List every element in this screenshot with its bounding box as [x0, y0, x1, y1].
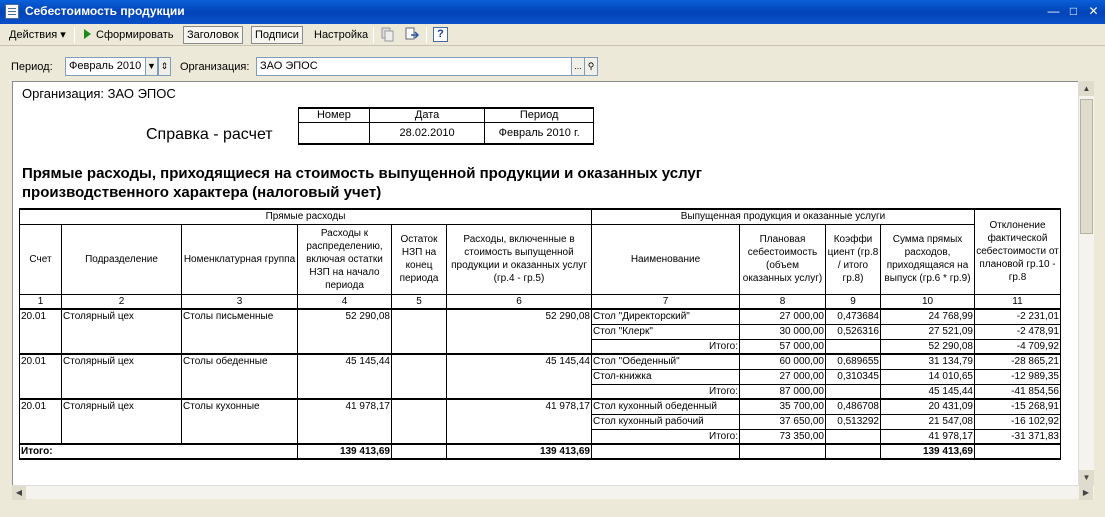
title-bar: [0, 0, 1105, 24]
grand-total-sum: 139 413,69: [881, 444, 975, 459]
output-group-header: Выпущенная продукция и оказанные услуги: [592, 209, 975, 224]
column-header: Расходы к распределению, включая остатки НЗП на начало периода: [298, 224, 392, 294]
number-header: Номер: [299, 108, 370, 122]
included-cell: 52 290,08: [447, 309, 592, 354]
account-cell: 20.01: [20, 309, 62, 354]
scroll-left-icon[interactable]: ◀: [12, 486, 26, 500]
coefficient-cell: 0,526316: [826, 324, 881, 339]
minimize-button[interactable]: —: [1047, 4, 1060, 18]
generate-button[interactable]: [80, 26, 178, 44]
column-header: Расходы, включенные в стоимость выпущенной продукции и оказанных услуг (гр.4 - гр.5): [447, 224, 592, 294]
subtotal-deviation: -4 709,92: [975, 339, 1061, 354]
coefficient-cell: 0,513292: [826, 414, 881, 429]
grand-total-label: Итого:: [20, 444, 298, 459]
close-button[interactable]: ✕: [1088, 4, 1099, 18]
subtotal-label: Итого:: [592, 429, 740, 444]
organization-field[interactable]: ЗАО ЭПОС: [256, 57, 573, 76]
item-group-cell: Столы письменные: [182, 309, 298, 354]
subtotal-label: Итого:: [592, 384, 740, 399]
plan-cost-cell: 27 000,00: [740, 309, 826, 324]
column-number: 2: [62, 294, 182, 309]
expenses-cell: 45 145,44: [298, 354, 392, 399]
column-number: 10: [881, 294, 975, 309]
column-header: Номенклатурная группа: [182, 224, 298, 294]
organization-search-button[interactable]: [584, 57, 598, 76]
included-cell: 41 978,17: [447, 399, 592, 444]
deviation-cell: -15 268,91: [975, 399, 1061, 414]
report-title: Справка - расчет: [146, 126, 273, 143]
product-name-cell: Стол кухонный обеденный: [592, 399, 740, 414]
report-organization: Организация: ЗАО ЭПОС: [22, 86, 176, 101]
column-header: Остаток НЗП на конец периода: [392, 224, 447, 294]
scroll-thumb[interactable]: [1080, 99, 1093, 234]
column-header: Коэффи циент (гр.8 / итого гр.8): [826, 224, 881, 294]
generate-label: Сформировать: [96, 29, 174, 41]
coefficient-cell: 0,689655: [826, 354, 881, 369]
grand-total-included: 139 413,69: [447, 444, 592, 459]
report-heading: [22, 164, 782, 202]
subtotal-label: Итого:: [592, 339, 740, 354]
column-header: Счет: [20, 224, 62, 294]
help-icon[interactable]: ?: [433, 27, 448, 42]
column-header: Сумма прямых расходов, приходящаяся на выпуск (гр.6 * гр.9): [881, 224, 975, 294]
document-header-table: [298, 107, 594, 145]
toolbar-separator: [373, 27, 374, 43]
deviation-cell: -16 102,92: [975, 414, 1061, 429]
deviation-cell: -28 865,21: [975, 354, 1061, 369]
grand-total-plan: [740, 444, 826, 459]
subtotal-coef: [826, 429, 881, 444]
subtotal-plan: 87 000,00: [740, 384, 826, 399]
document-icon: [5, 4, 19, 19]
column-header: Плановая себестоимость (объем оказанных услуг): [740, 224, 826, 294]
group-header-row: [20, 209, 1061, 224]
copy-document-icon[interactable]: [381, 27, 395, 42]
table-row: [20, 399, 1061, 414]
number-value: [299, 122, 370, 144]
table-row: [20, 309, 1061, 324]
scroll-right-icon[interactable]: ▶: [1079, 486, 1093, 500]
report-heading-line-1: Прямые расходы, приходящиеся на стоимость выпущенной продукции и оказанных услуг: [22, 165, 703, 182]
deviation-cell: -12 989,35: [975, 369, 1061, 384]
toolbar: [0, 24, 1105, 46]
wip-end-cell: [392, 309, 447, 354]
column-number: 11: [975, 294, 1061, 309]
period-spin-button[interactable]: [158, 57, 171, 76]
direct-sum-cell: 27 521,09: [881, 324, 975, 339]
date-header: Дата: [369, 108, 485, 122]
horizontal-scrollbar[interactable]: [12, 485, 1094, 499]
subtotal-plan: 73 350,00: [740, 429, 826, 444]
expenses-cell: 52 290,08: [298, 309, 392, 354]
column-header: Наименование: [592, 224, 740, 294]
division-cell: Столярный цех: [62, 309, 182, 354]
expenses-cell: 41 978,17: [298, 399, 392, 444]
product-name-cell: Стол "Клерк": [592, 324, 740, 339]
coefficient-cell: 0,310345: [826, 369, 881, 384]
subtotal-plan: 57 000,00: [740, 339, 826, 354]
account-cell: 20.01: [20, 399, 62, 444]
item-group-cell: Столы обеденные: [182, 354, 298, 399]
column-header-row: [20, 224, 1061, 294]
actions-menu[interactable]: [5, 26, 70, 44]
column-number: 5: [392, 294, 447, 309]
organization-select-button[interactable]: [571, 57, 585, 76]
wip-end-cell: [392, 399, 447, 444]
product-name-cell: Стол-книжка: [592, 369, 740, 384]
plan-cost-cell: 35 700,00: [740, 399, 826, 414]
plan-cost-cell: 27 000,00: [740, 369, 826, 384]
subtotal-coef: [826, 384, 881, 399]
scroll-down-icon[interactable]: ▼: [1079, 470, 1094, 485]
header-toggle-button[interactable]: Заголовок: [183, 26, 243, 44]
date-value: 28.02.2010: [369, 122, 485, 144]
coefficient-cell: 0,486708: [826, 399, 881, 414]
plan-cost-cell: 60 000,00: [740, 354, 826, 369]
column-number-row: [20, 294, 1061, 309]
actions-label: Действия: [9, 29, 58, 41]
division-cell: Столярный цех: [62, 399, 182, 444]
scroll-up-icon[interactable]: ▲: [1079, 81, 1094, 96]
period-field[interactable]: Февраль 2010: [65, 57, 146, 76]
period-label: Период:: [11, 61, 53, 73]
play-icon: [84, 29, 91, 39]
subtotal-deviation: -31 371,83: [975, 429, 1061, 444]
wip-end-cell: [392, 354, 447, 399]
cost-table: [19, 208, 1061, 460]
included-cell: 45 145,44: [447, 354, 592, 399]
grand-total-deviation: [975, 444, 1061, 459]
grand-total-wip: [392, 444, 447, 459]
product-name-cell: Стол "Директорский": [592, 309, 740, 324]
chevron-down-icon: ▼: [147, 61, 156, 71]
search-icon: ⚲: [587, 61, 595, 71]
report-area: [12, 81, 1093, 499]
column-number: 6: [447, 294, 592, 309]
grand-total-row: [20, 444, 1061, 459]
table-row: [20, 354, 1061, 369]
spin-icon: ⇕: [160, 61, 169, 71]
column-number: 7: [592, 294, 740, 309]
report-heading-line-2: производственного характера (налоговый учет): [22, 184, 382, 201]
organization-label: Организация:: [180, 61, 250, 73]
column-header: Подразделение: [62, 224, 182, 294]
direct-sum-cell: 21 547,08: [881, 414, 975, 429]
column-header: Отклонение фактической себестоимости от плановой гр.10 - гр.8: [975, 209, 1061, 294]
column-number: 9: [826, 294, 881, 309]
column-number: 8: [740, 294, 826, 309]
column-number: 1: [20, 294, 62, 309]
direct-sum-cell: 20 431,09: [881, 399, 975, 414]
transfer-document-icon[interactable]: [405, 27, 419, 42]
account-cell: 20.01: [20, 354, 62, 399]
direct-sum-cell: 31 134,79: [881, 354, 975, 369]
period-header: Период: [485, 108, 594, 122]
deviation-cell: -2 231,01: [975, 309, 1061, 324]
column-number: 4: [298, 294, 392, 309]
vertical-scrollbar[interactable]: [1078, 81, 1094, 485]
direct-sum-cell: 24 768,99: [881, 309, 975, 324]
period-value: Февраль 2010 г.: [485, 122, 594, 144]
direct-sum-cell: 14 010,65: [881, 369, 975, 384]
deviation-cell: -2 478,91: [975, 324, 1061, 339]
maximize-button[interactable]: □: [1069, 4, 1078, 18]
dropdown-arrow-icon: ▾: [60, 29, 66, 41]
division-cell: Столярный цех: [62, 354, 182, 399]
period-dropdown-button[interactable]: [145, 57, 158, 76]
plan-cost-cell: 30 000,00: [740, 324, 826, 339]
product-name-cell: Стол кухонный рабочий: [592, 414, 740, 429]
subtotal-sum: 52 290,08: [881, 339, 975, 354]
grand-total-expenses: 139 413,69: [298, 444, 392, 459]
plan-cost-cell: 37 650,00: [740, 414, 826, 429]
ellipsis-icon: ...: [574, 61, 582, 71]
toolbar-separator: [426, 27, 427, 43]
grand-total-name: [592, 444, 740, 459]
signatures-toggle-button[interactable]: Подписи: [251, 26, 303, 44]
column-number: 3: [182, 294, 298, 309]
subtotal-deviation: -41 854,56: [975, 384, 1061, 399]
subtotal-sum: 45 145,44: [881, 384, 975, 399]
toolbar-separator: [74, 27, 75, 43]
product-name-cell: Стол "Обеденный": [592, 354, 740, 369]
coefficient-cell: 0,473684: [826, 309, 881, 324]
subtotal-sum: 41 978,17: [881, 429, 975, 444]
subtotal-coef: [826, 339, 881, 354]
window-title: Себестоимость продукции: [25, 4, 185, 18]
item-group-cell: Столы кухонные: [182, 399, 298, 444]
direct-expenses-group-header: Прямые расходы: [20, 209, 592, 224]
settings-button[interactable]: Настройка: [314, 29, 369, 41]
grand-total-coef: [826, 444, 881, 459]
